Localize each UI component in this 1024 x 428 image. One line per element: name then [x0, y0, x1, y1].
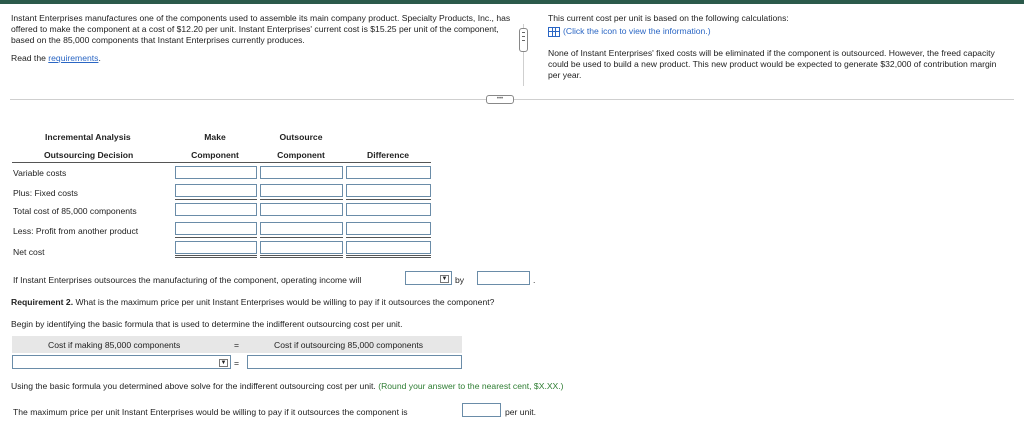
col-out-1: Outsource: [279, 132, 323, 142]
solve-instruction: [11, 381, 564, 391]
col-make-2: Component: [191, 150, 239, 160]
dropdown-arrow-icon[interactable]: ▼: [220, 360, 227, 366]
formula-right-input[interactable]: [247, 355, 462, 369]
diff-fixed-input[interactable]: [346, 184, 431, 197]
out-total-input[interactable]: [260, 203, 343, 216]
row-profit-other: Less: Profit from another product: [13, 226, 139, 236]
out-double-rule: [260, 255, 343, 258]
formula-instruction: Begin by identifying the basic formula that is used to determine the indifferent outsourcing cost per unit.: [11, 319, 403, 329]
solve-text: Using the basic formula you determined above solve for the indifferent outsourcing cost per unit.: [11, 381, 376, 391]
make-total-input[interactable]: [175, 203, 257, 216]
diff-double-rule: [346, 255, 431, 258]
max-price-input[interactable]: [462, 403, 501, 417]
diff-net-input[interactable]: [346, 241, 431, 254]
table-title-1: Incremental Analysis: [45, 132, 131, 142]
make-net-input[interactable]: [175, 241, 257, 254]
read-prefix: Read the: [11, 53, 49, 63]
row-net-cost: Net cost: [13, 247, 45, 257]
row-variable-costs: Variable costs: [13, 168, 67, 178]
dropdown-arrow-icon[interactable]: ▼: [441, 276, 448, 282]
requirement-2: [11, 297, 494, 307]
diff-profit-input[interactable]: [346, 222, 431, 235]
row-fixed-costs: Plus: Fixed costs: [13, 188, 78, 198]
diff-net-rule: [346, 237, 431, 238]
out-subtotal-rule: [260, 199, 343, 200]
calc-text: This current cost per unit is based on the following calculations:: [548, 13, 789, 23]
col-out-2: Component: [277, 150, 325, 160]
problem-text: [11, 13, 511, 46]
by-label: by: [455, 275, 465, 285]
make-profit-input[interactable]: [175, 222, 257, 235]
per-unit-label: per unit.: [505, 407, 537, 417]
diff-variable-input[interactable]: [346, 166, 431, 179]
click-info-text[interactable]: (Click the icon to view the information.): [563, 26, 711, 36]
diff-total-input[interactable]: [346, 203, 431, 216]
col-make-1: Make: [204, 132, 226, 142]
vertical-resize-handle-icon[interactable]: [519, 28, 528, 52]
max-price-sentence: The maximum price per unit Instant Enterprises would be willing to pay if it outsources the component is: [13, 407, 408, 417]
diff-subtotal-rule: [346, 199, 431, 200]
income-change-select[interactable]: [405, 271, 452, 285]
formula-right-label: Cost if outsourcing 85,000 components: [274, 340, 424, 350]
col-difference: Difference: [366, 150, 410, 160]
requirement-2-question: What is the maximum price per unit Instant Enterprises would be willing to pay if it outsources the component?: [75, 297, 495, 307]
income-sentence: If Instant Enterprises outsources the manufacturing of the component, operating income will: [13, 275, 362, 285]
top-accent-bar: [0, 0, 1024, 4]
header-rule: [12, 162, 431, 163]
make-fixed-input[interactable]: [175, 184, 257, 197]
out-net-input[interactable]: [260, 241, 343, 254]
formula-left-select[interactable]: [12, 355, 231, 369]
grid-table-icon[interactable]: [548, 27, 560, 37]
horizontal-resize-handle-icon[interactable]: •••: [486, 95, 514, 104]
table-title-2: Outsourcing Decision: [44, 150, 134, 160]
rounding-hint: (Round your answer to the nearest cent, $X.XX.): [378, 381, 564, 391]
income-amount-input[interactable]: [477, 271, 530, 285]
formula-equals-label: =: [234, 340, 240, 350]
requirements-link[interactable]: requirements: [48, 53, 99, 63]
problem-statement: Instant Enterprises manufactures one of the components used to assemble its main company product. Specialty Products, Inc., has offered to make the component at a cost of $12.20 per unit. Instant Enterprises' current cost is $15.25 per unit of the component, based on the 85,000 components that Instant Enterprises currently produces.: [11, 13, 511, 45]
make-subtotal-rule: [175, 199, 257, 200]
read-requirements: [11, 53, 101, 64]
info-link[interactable]: [548, 26, 711, 37]
row-total-cost: Total cost of 85,000 components: [13, 206, 137, 216]
make-variable-input[interactable]: [175, 166, 257, 179]
make-double-rule: [175, 255, 257, 258]
out-fixed-input[interactable]: [260, 184, 343, 197]
out-net-rule: [260, 237, 343, 238]
requirement-2-label: Requirement 2.: [11, 297, 74, 307]
formula-left-label: Cost if making 85,000 components: [48, 340, 181, 350]
out-variable-input[interactable]: [260, 166, 343, 179]
fixed-costs-text: None of Instant Enterprises' fixed costs will be eliminated if the component is outsourced. However, the freed capacity could be used to build a new product. This new product would be expected to generate $32,000 of contribution margin per year.: [548, 48, 997, 80]
read-suffix: .: [98, 53, 101, 63]
sentence-period: .: [533, 275, 536, 285]
out-profit-input[interactable]: [260, 222, 343, 235]
make-net-rule: [175, 237, 257, 238]
formula-equals-sign: =: [234, 358, 240, 368]
